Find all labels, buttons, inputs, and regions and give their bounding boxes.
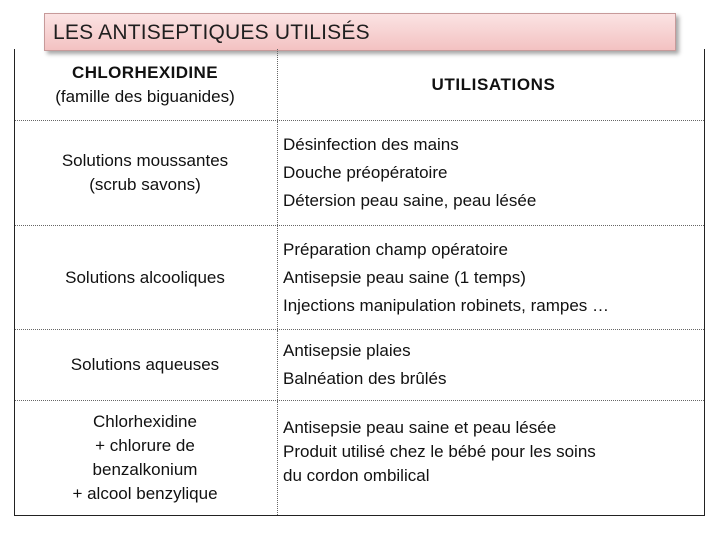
row-right-line: Détersion peau saine, peau lésée: [283, 191, 537, 210]
row-left-cell: [15, 226, 275, 329]
row-right-line: Balnéation des brûlés: [283, 369, 447, 388]
row-right-cell: [283, 401, 704, 515]
column-divider: [277, 401, 278, 515]
row-right-line: Antisepsie plaies: [283, 341, 411, 360]
row-left-cell: [15, 330, 275, 400]
row-left-line: Solutions moussantes: [61, 151, 229, 170]
row-right-line: Produit utilisé chez le bébé pour les soins: [283, 442, 596, 461]
row-left-line: Solutions alcooliques: [65, 267, 225, 287]
row-right-line: Injections manipulation robinets, rampes …: [283, 295, 609, 315]
row-left-line: + chlorure de: [95, 436, 195, 455]
table-row: [15, 401, 704, 515]
column-divider: [277, 121, 278, 225]
row-left-cell: [15, 401, 275, 515]
row-right-cell: [283, 330, 704, 400]
row-right-line: du cordon ombilical: [283, 466, 430, 485]
header-left-cell: [15, 49, 275, 120]
column-divider: [277, 330, 278, 400]
column-divider: [277, 226, 278, 329]
row-right-cell: [283, 121, 704, 225]
title-banner: [44, 13, 676, 51]
table-row: [15, 330, 704, 401]
row-right-line: Désinfection des mains: [283, 135, 459, 154]
table-header-row: [15, 49, 704, 121]
row-left-cell: [15, 121, 275, 225]
row-left-line: (scrub savons): [89, 175, 201, 194]
row-left-line: + alcool benzylique: [72, 484, 218, 503]
row-right-line: Préparation champ opératoire: [283, 239, 508, 259]
row-right-cell: [283, 226, 704, 329]
row-left-line: benzalkonium: [92, 460, 198, 479]
table-row: [15, 121, 704, 226]
row-right-line: Douche préopératoire: [283, 163, 448, 182]
header-right-title: UTILISATIONS: [431, 74, 556, 94]
page-title: LES ANTISEPTIQUES UTILISÉS: [53, 21, 370, 44]
header-left-title: CHLORHEXIDINE: [72, 62, 218, 82]
header-right-cell: [283, 49, 704, 120]
antiseptics-table: [14, 49, 705, 516]
column-divider: [277, 49, 278, 120]
row-right-line: Antisepsie peau saine (1 temps): [283, 267, 526, 287]
row-left-line: Chlorhexidine: [93, 412, 197, 431]
row-right-line: Antisepsie peau saine et peau lésée: [283, 418, 557, 437]
row-left-line: Solutions aqueuses: [70, 355, 220, 374]
table-row: [15, 226, 704, 330]
header-left-subtitle: (famille des biguanides): [55, 86, 235, 106]
